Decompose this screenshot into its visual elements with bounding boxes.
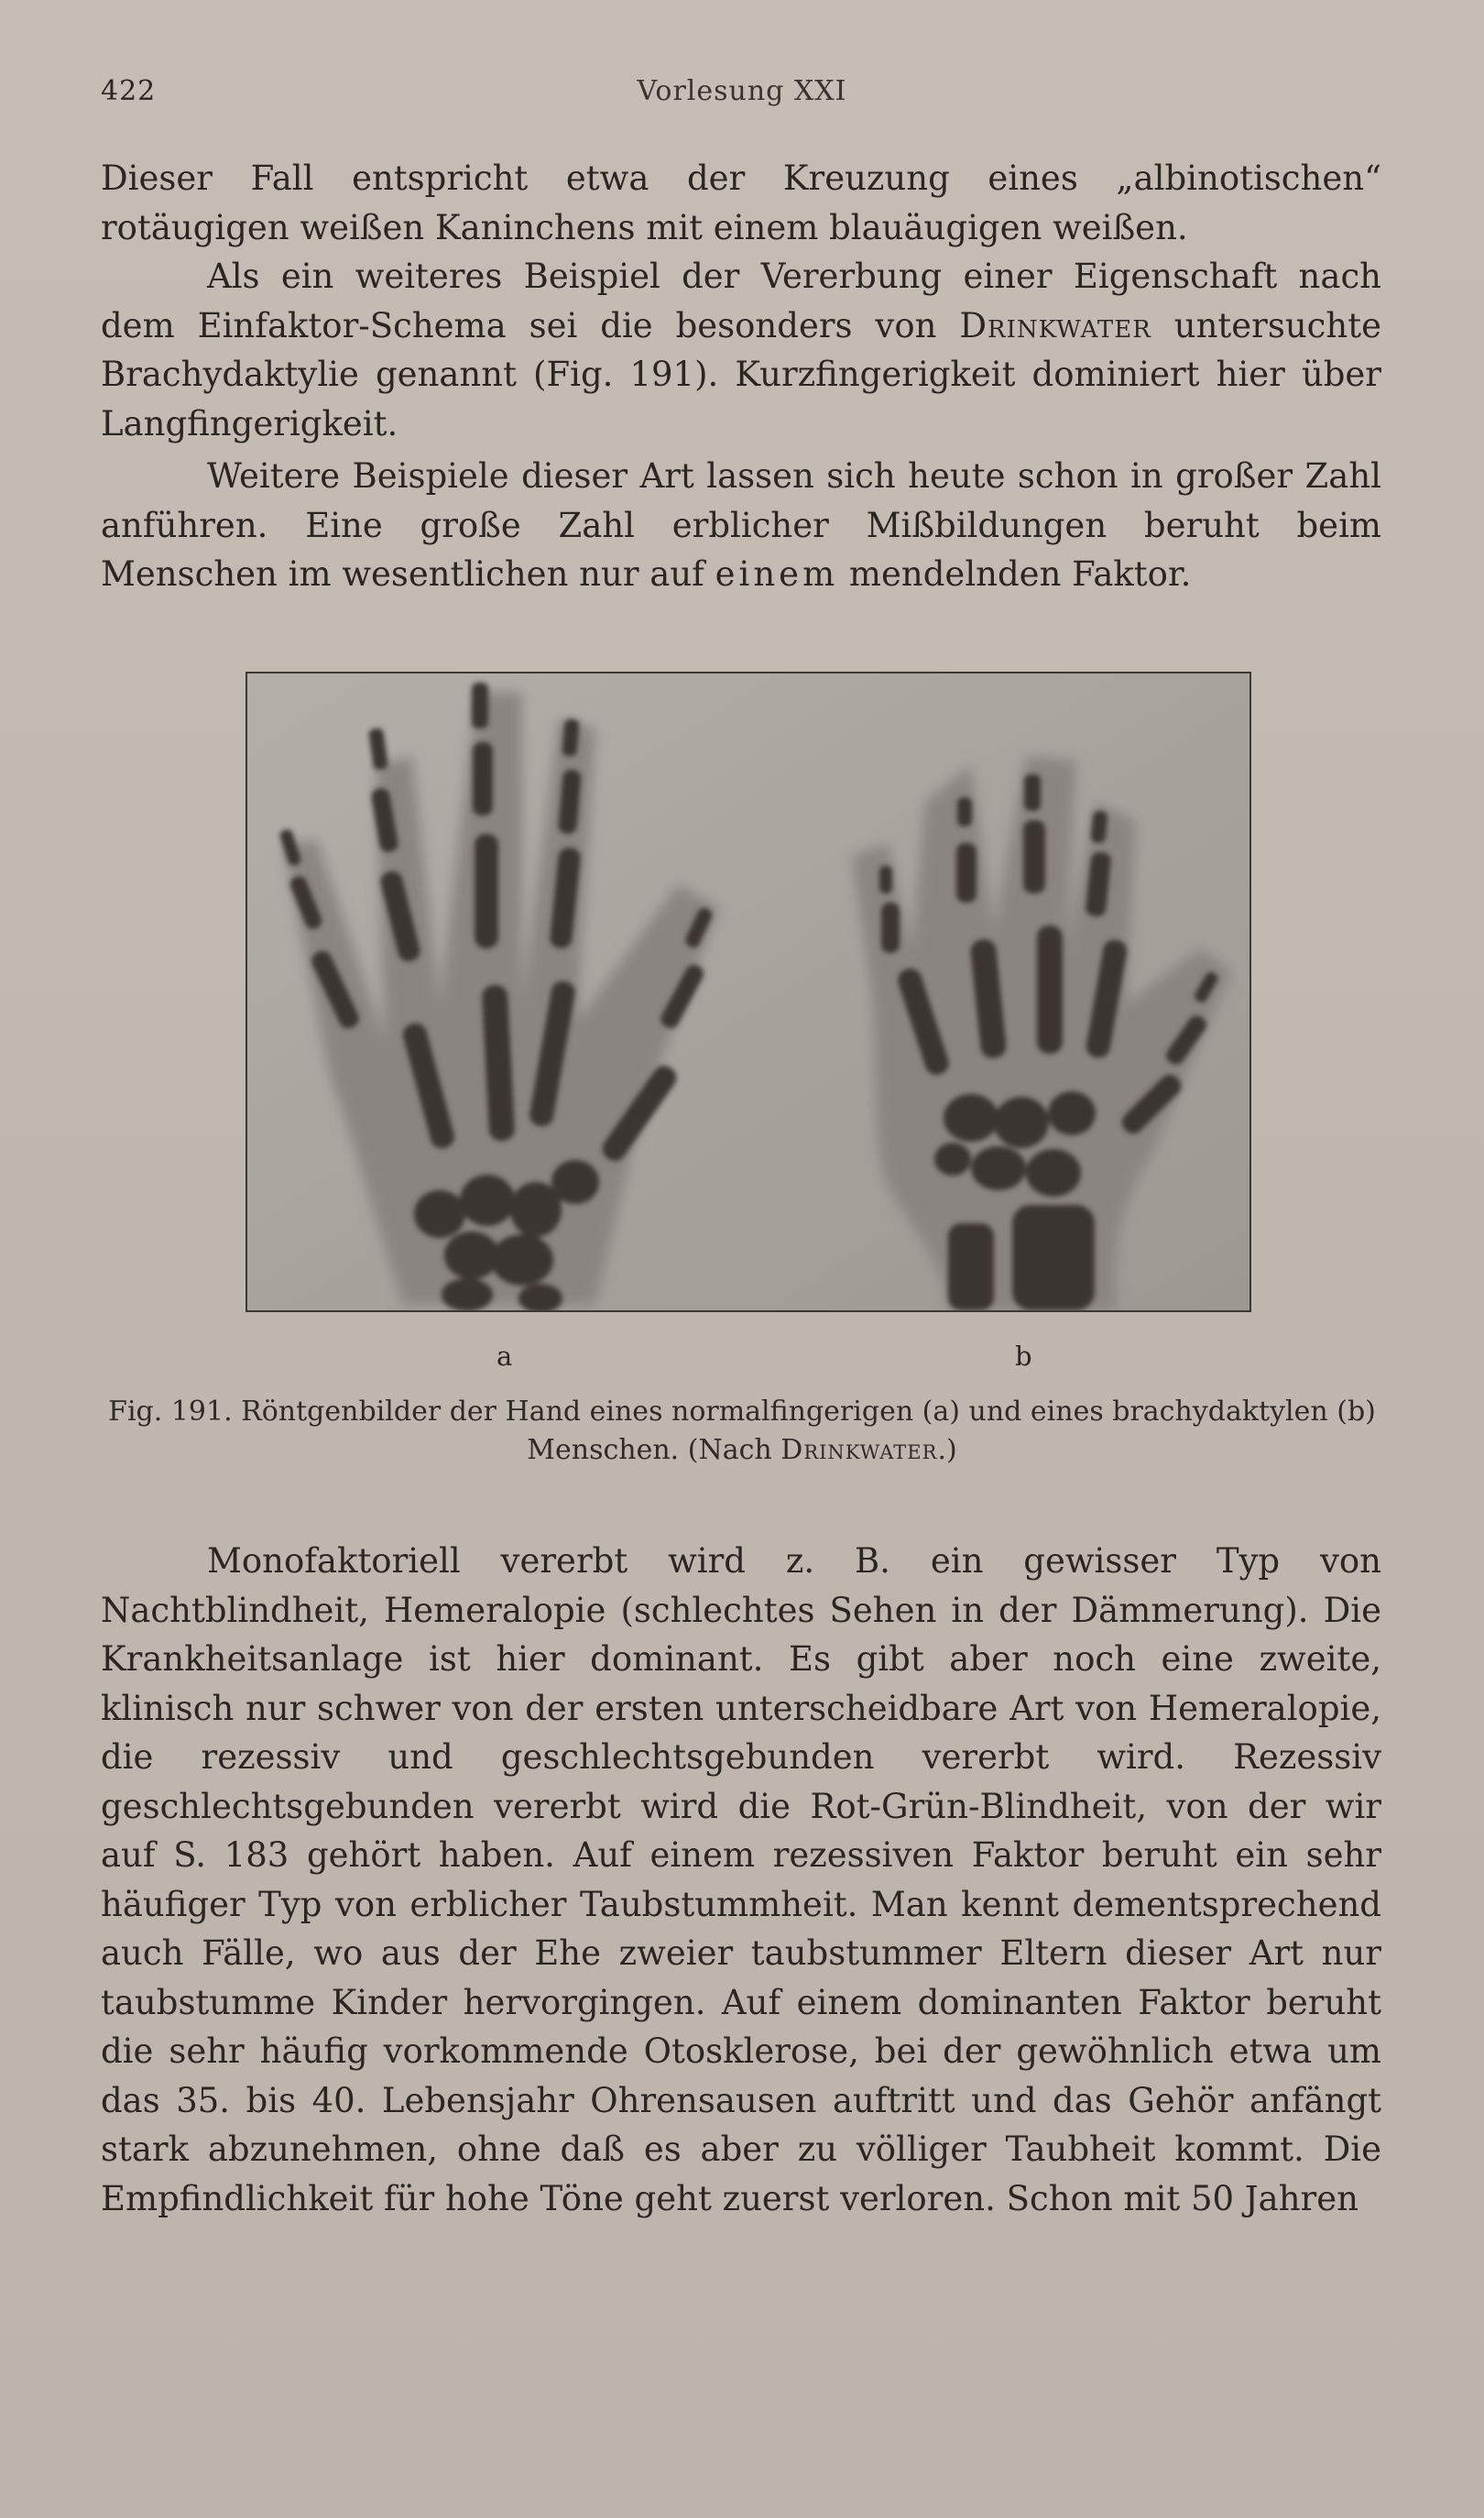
page-header — [101, 75, 1383, 112]
paragraph: Monofaktoriell vererbt wird z. B. ein gewisser Typ von Nachtblindheit, Hemeralopie (schlechtes Sehen in der Dämmerung). Die Krankheitsanlage ist hier dominant. Es gibt aber noch eine zweite, klinisch nur schwer von der ersten unterscheidbare Art von Hemeralopie, die rezessiv und geschlechtsgebunden vererbt wird. Rezessiv geschlechtsgebunden vererbt wird die Rot-Grün-Blindheit, von der wir auf S. 183 gehört haben. Auf einem rezessiven Faktor beruht ein sehr häufiger Typ von erblicher Taubstummheit. Man kennt dementsprechend auch Fälle, wo aus der Ehe zweier taubstummer Eltern dieser Art nur taubstumme Kinder hervorgingen. Auf einem dominanten Faktor beruht die sehr häufig vorkommende Otosklerose, bei der gewöhnlich etwa um das 35. bis 40. Lebensjahr Ohrensausen auftritt und das Gehör anfängt stark abzunehmen, ohne daß es aber zu völliger Taubheit kommt. Die Empfindlichkeit für hohe Töne geht zuerst verloren. Schon mit 50 Jahren — [101, 1541, 1381, 2218]
text-run: .) — [937, 1434, 957, 1466]
text-block-top — [101, 154, 1381, 599]
text-block-bottom — [101, 1537, 1381, 2223]
running-title: Vorlesung XXI — [637, 75, 847, 107]
paragraph: Dieser Fall entspricht etwa der Kreuzung eines „albinotischen“ rotäugigen weißen Kaninchens mit einem blauäugigen weißen. — [101, 159, 1381, 247]
text-run: untersuchte Brachydaktylie genannt (Fig. 191). Kurzfingerigkeit dominiert hier über Langfingerigkeit. — [101, 305, 1381, 443]
caption-line: Fig. 191. Röntgenbilder der Hand eines normalfingerigen (a) und eines brachydaktylen (b) — [108, 1396, 1376, 1428]
page-number: 422 — [101, 75, 157, 107]
xray-figure — [246, 672, 1251, 1312]
emphasized-word: einem — [715, 554, 839, 594]
text-run: Weitere Beispiele dieser Art lassen sich heute schon in großer Zahl anführen. Eine große Zahl erblicher Mißbildungen beruht beim Menschen im wesentlichen nur auf — [101, 456, 1381, 594]
caption-line — [101, 1431, 1383, 1470]
author-name: Drinkwater — [959, 305, 1151, 345]
figure-caption — [101, 1393, 1383, 1470]
text-run: Menschen. (Nach — [527, 1434, 781, 1466]
figure-label-a: a — [496, 1341, 513, 1372]
text-run: Als ein weiteres Beispiel der Vererbung einer Eigenschaft nach dem Einfaktor-Schema sei die besonders von — [101, 257, 1381, 345]
author-name: Drinkwater — [780, 1434, 938, 1466]
paragraph — [101, 252, 1381, 448]
text-run: mendelnden Faktor. — [838, 554, 1192, 594]
xray-hands-image — [247, 673, 1249, 1310]
paragraph — [101, 452, 1381, 599]
figure-label-b: b — [1015, 1341, 1032, 1372]
